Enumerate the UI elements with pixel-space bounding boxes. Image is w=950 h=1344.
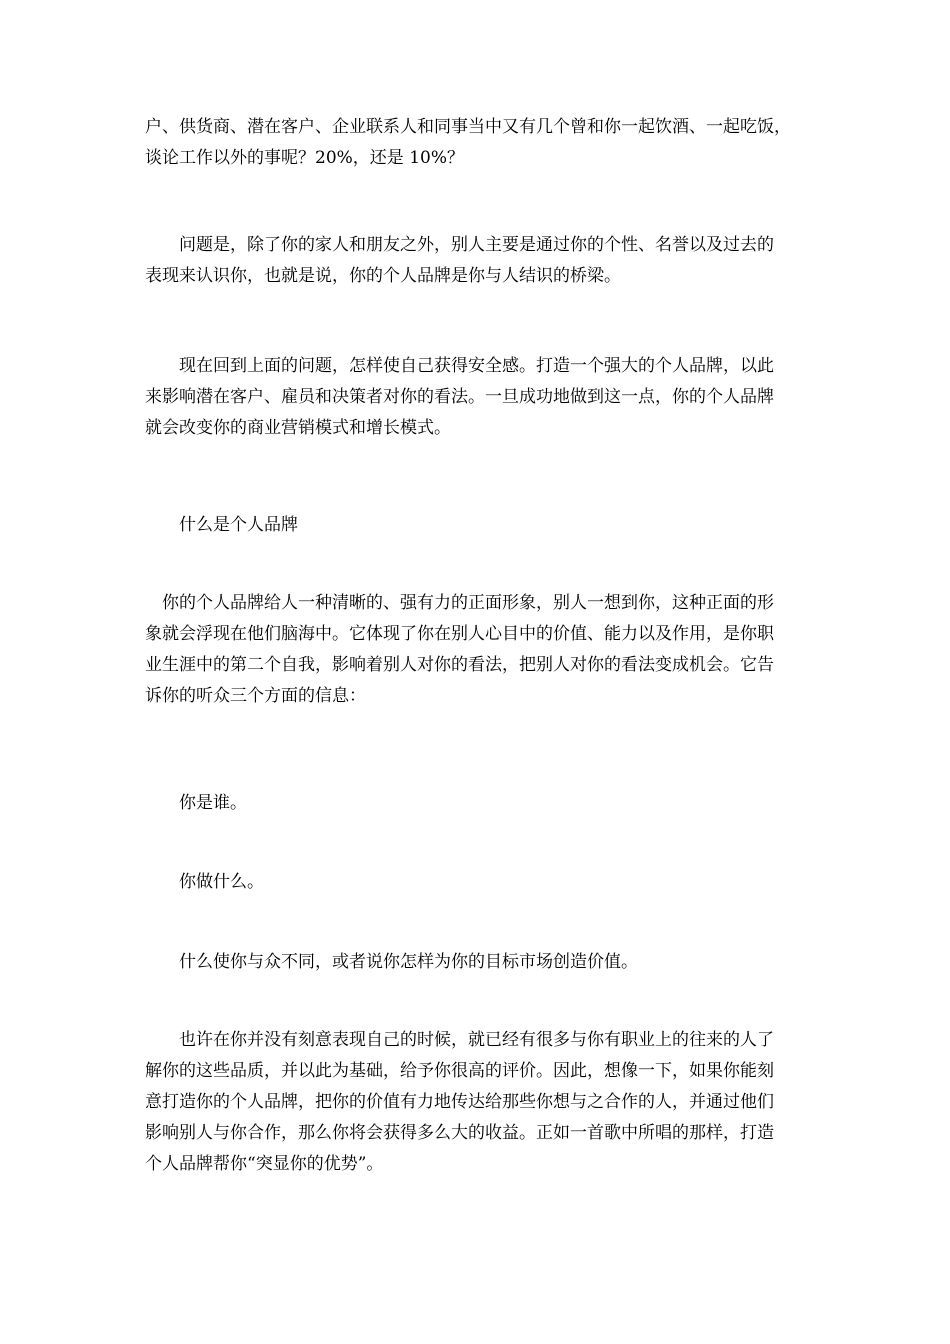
text-line: 就会改变你的商业营销模式和增长模式。 [145, 418, 451, 438]
text-line: 现在回到上面的问题，怎样使自己获得安全感。打造一个强大的个人品牌，以此 [179, 356, 774, 376]
text-line: 问题是，除了你的家人和朋友之外，别人主要是通过你的个性、名誉以及过去的 [179, 235, 774, 255]
paragraph-1 [145, 112, 805, 174]
list-item-different [145, 947, 805, 978]
text-line: 谈论工作以外的事呢？20%，还是 10%？ [145, 148, 464, 168]
text-line: 影响别人与你合作，那么你将会获得多么大的收益。正如一首歌中所唱的那样，打造 [145, 1123, 774, 1143]
paragraph-2 [145, 230, 805, 292]
text-line: 来影响潜在客户、雇员和决策者对你的看法。一旦成功地做到这一点，你的个人品牌 [145, 387, 774, 407]
text-line: 你的个人品牌给人一种清晰的、强有力的正面形象，别人一想到你，这种正面的形 [162, 593, 774, 613]
list-item-what [145, 867, 805, 898]
text-line: 意打造你的个人品牌，把你的价值有力地传达给那些你想与之合作的人，并通过他们 [145, 1092, 774, 1112]
paragraph-9 [145, 1025, 805, 1180]
text-line: 诉你的听众三个方面的信息： [145, 686, 366, 706]
heading-text: 什么是个人品牌 [179, 515, 298, 535]
list-item-who [145, 788, 805, 819]
text-line: 户、供货商、潜在客户、企业联系人和同事当中又有几个曾和你一起饮酒、一起吃饭， [145, 117, 791, 137]
text-line: 表现来认识你，也就是说，你的个人品牌是你与人结识的桥梁。 [145, 266, 621, 286]
text-line: 什么使你与众不同，或者说你怎样为你的目标市场创造价值。 [179, 952, 638, 972]
text-line: 业生涯中的第二个自我，影响着别人对你的看法，把别人对你的看法变成机会。它告 [145, 655, 774, 675]
section-heading [145, 510, 805, 541]
text-line: 解你的这些品质，并以此为基础，给予你很高的评价。因此，想像一下，如果你能刻 [145, 1061, 774, 1081]
paragraph-3 [145, 351, 805, 444]
text-line: 也许在你并没有刻意表现自己的时候，就已经有很多与你有职业上的往来的人了 [179, 1030, 774, 1050]
text-line: 象就会浮现在他们脑海中。它体现了你在别人心目中的价值、能力以及作用，是你职 [145, 624, 774, 644]
paragraph-5 [145, 588, 805, 712]
text-line: 你是谁。 [179, 793, 247, 813]
text-line: 你做什么。 [179, 872, 264, 892]
text-line: 个人品牌帮你“突显你的优势”。 [145, 1154, 384, 1174]
